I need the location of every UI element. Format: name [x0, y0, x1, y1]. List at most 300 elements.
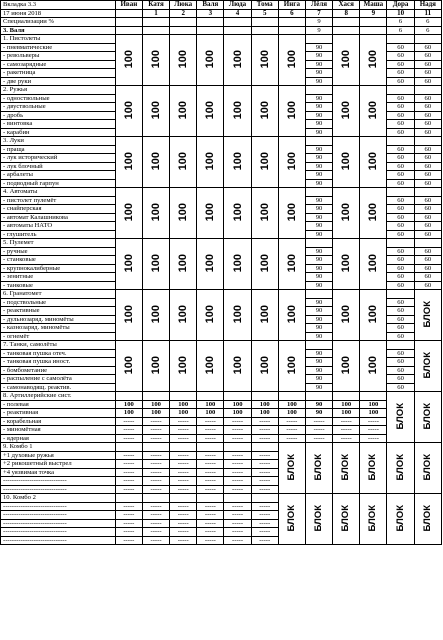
val-60: 60	[387, 111, 414, 120]
score-cell	[170, 341, 197, 392]
score-cell: 100	[142, 409, 169, 418]
val-90: 90	[305, 375, 332, 384]
val-60: 60	[414, 213, 441, 222]
score-cell	[251, 35, 278, 86]
blok-cell	[278, 443, 305, 494]
score-100-vertical: 100	[231, 355, 244, 374]
dash-cell: -----	[224, 502, 251, 511]
empty-cell	[251, 443, 278, 452]
score-cell	[142, 35, 169, 86]
val-60: 60	[387, 60, 414, 69]
val-60: 60	[387, 52, 414, 61]
score-100-vertical: 100	[231, 49, 244, 68]
val-90: 90	[305, 264, 332, 273]
dash-cell: -----	[224, 451, 251, 460]
empty-cell	[197, 392, 224, 401]
val-60: 60	[387, 171, 414, 180]
empty-cell	[387, 35, 414, 44]
score-100-vertical: 100	[204, 151, 217, 170]
score-100-vertical: 100	[367, 100, 380, 119]
score-100-vertical: 100	[177, 100, 190, 119]
section-title: 4. Автоматы	[1, 188, 116, 197]
score-cell	[115, 137, 142, 188]
val-60: 60	[414, 171, 441, 180]
item-label: - самозарядные	[1, 60, 116, 69]
score-cell	[170, 290, 197, 341]
item-label: - распыление с самолёта	[1, 375, 116, 384]
blok-label: БЛОК	[340, 504, 352, 531]
number-header: 8	[333, 9, 360, 18]
val-90: 90	[305, 383, 332, 392]
section-title: 3. Луки	[1, 137, 116, 146]
score-cell	[197, 86, 224, 137]
empty-cell	[305, 137, 332, 146]
empty-cell	[360, 26, 387, 35]
item-label: - подствольные	[1, 298, 116, 307]
val-90: 90	[305, 145, 332, 154]
empty-cell	[115, 443, 142, 452]
score-100-vertical: 100	[367, 304, 380, 323]
empty-cell	[360, 392, 387, 401]
score-cell	[224, 188, 251, 239]
blok-cell	[414, 341, 441, 392]
score-cell	[360, 86, 387, 137]
empty-cell	[333, 26, 360, 35]
score-cell	[360, 239, 387, 290]
val-90: 90	[305, 154, 332, 163]
val-60: 60	[387, 205, 414, 214]
score-cell	[197, 290, 224, 341]
val-60: 60	[414, 256, 441, 265]
val-90: 90	[305, 332, 332, 341]
empty-cell	[170, 18, 197, 27]
score-cell	[142, 188, 169, 239]
val-60: 60	[414, 52, 441, 61]
score-cell: 90	[305, 409, 332, 418]
score-cell: 100	[115, 400, 142, 409]
dash-cell: -----	[170, 451, 197, 460]
item-label: - дробь	[1, 111, 116, 120]
blok-cell	[333, 443, 360, 494]
date-label: 17 июня 2018	[1, 9, 116, 18]
spec-val: 9	[305, 26, 332, 35]
empty-cell	[197, 26, 224, 35]
dash-cell: -----	[251, 502, 278, 511]
empty-cell	[197, 443, 224, 452]
score-100-vertical: 100	[150, 202, 163, 221]
item-label: - ракетница	[1, 69, 116, 78]
dash-cell: -----	[115, 519, 142, 528]
number-header: 6	[278, 9, 305, 18]
number-header	[115, 9, 142, 18]
dash-cell: -----	[197, 468, 224, 477]
number-header: 1	[142, 9, 169, 18]
item-label: - лук исторический	[1, 154, 116, 163]
spec-val: 6	[387, 18, 414, 27]
dash-cell: -----	[251, 485, 278, 494]
dash-cell: -----	[224, 536, 251, 545]
val-60: 60	[387, 69, 414, 78]
dash-cell: -----	[115, 417, 142, 426]
dash-cell: -----	[224, 519, 251, 528]
item-label: - танковая пушка отеч.	[1, 349, 116, 358]
score-cell: 90	[305, 400, 332, 409]
table-row	[1, 137, 442, 146]
empty-cell	[115, 18, 142, 27]
item-label: - автоматы НАТО	[1, 222, 116, 231]
val-60: 60	[387, 43, 414, 52]
section-title: 8. Артиллерийские сист.	[1, 392, 116, 401]
val-60: 60	[414, 145, 441, 154]
val-90: 90	[305, 230, 332, 239]
item-label: -----------------------------	[1, 511, 116, 520]
score-cell: 100	[251, 409, 278, 418]
val-90: 90	[305, 324, 332, 333]
val-60: 60	[414, 128, 441, 137]
empty-cell	[387, 290, 414, 299]
val-60: 60	[387, 103, 414, 112]
val-90: 90	[305, 60, 332, 69]
score-cell: 100	[278, 400, 305, 409]
blok-cell	[387, 494, 414, 545]
score-100-vertical: 100	[204, 49, 217, 68]
score-cell: 100	[333, 400, 360, 409]
spec-label: Специализации %	[1, 18, 116, 27]
empty-cell	[142, 18, 169, 27]
score-100-vertical: 100	[285, 49, 298, 68]
score-cell	[224, 137, 251, 188]
score-100-vertical: 100	[285, 304, 298, 323]
score-cell	[115, 188, 142, 239]
val-60: 60	[387, 230, 414, 239]
empty-cell	[142, 443, 169, 452]
dash-cell: -----	[278, 434, 305, 443]
score-100-vertical: 100	[122, 100, 135, 119]
score-cell	[251, 341, 278, 392]
val-60: 60	[387, 247, 414, 256]
score-cell	[115, 35, 142, 86]
dash-cell: -----	[142, 417, 169, 426]
dash-cell: -----	[224, 460, 251, 469]
empty-cell	[251, 494, 278, 503]
score-cell: 100	[224, 409, 251, 418]
name-header: Иван	[115, 1, 142, 10]
blok-cell	[360, 443, 387, 494]
score-100-vertical: 100	[177, 304, 190, 323]
item-label: - станковые	[1, 256, 116, 265]
blok-cell	[414, 443, 441, 494]
item-label: - снайперская	[1, 205, 116, 214]
item-label: - дульнозаряд. миномёты	[1, 315, 116, 324]
score-cell	[170, 137, 197, 188]
score-cell: 100	[278, 409, 305, 418]
score-100-vertical: 100	[177, 253, 190, 272]
dash-cell: -----	[305, 426, 332, 435]
empty-cell	[197, 494, 224, 503]
empty-cell	[170, 443, 197, 452]
score-100-vertical: 100	[258, 253, 271, 272]
table-row	[1, 392, 442, 401]
score-100-vertical: 100	[204, 355, 217, 374]
score-100-vertical: 100	[367, 151, 380, 170]
tab-label: Вкладка 3.3	[1, 1, 116, 10]
dash-cell: -----	[197, 417, 224, 426]
score-100-vertical: 100	[258, 49, 271, 68]
item-label: - бомбометание	[1, 366, 116, 375]
val-60: 60	[414, 77, 441, 86]
score-cell	[333, 290, 360, 341]
val-60: 60	[387, 315, 414, 324]
empty-cell	[305, 290, 332, 299]
val-60: 60	[414, 111, 441, 120]
score-cell	[251, 188, 278, 239]
dash-cell: -----	[224, 426, 251, 435]
empty-cell	[142, 26, 169, 35]
name-header: Люда	[224, 1, 251, 10]
empty-cell	[414, 86, 441, 95]
score-cell: 100	[170, 400, 197, 409]
item-label: - танковая пушка иност.	[1, 358, 116, 367]
dash-cell: -----	[170, 519, 197, 528]
empty-cell	[360, 18, 387, 27]
item-label: - глушитель	[1, 230, 116, 239]
score-cell	[333, 341, 360, 392]
val-90: 90	[305, 162, 332, 171]
dash-cell: -----	[170, 434, 197, 443]
dash-cell: -----	[224, 528, 251, 537]
dash-cell: -----	[170, 502, 197, 511]
val-90: 90	[305, 315, 332, 324]
score-100-vertical: 100	[150, 355, 163, 374]
table-row	[1, 239, 442, 248]
score-cell	[360, 188, 387, 239]
number-header: 4	[224, 9, 251, 18]
score-100-vertical: 100	[285, 202, 298, 221]
dash-cell: -----	[170, 468, 197, 477]
score-100-vertical: 100	[340, 151, 353, 170]
score-cell: 100	[115, 409, 142, 418]
val-90: 90	[305, 222, 332, 231]
val-90: 90	[305, 247, 332, 256]
score-cell	[278, 290, 305, 341]
blok-label: БЛОК	[421, 351, 433, 378]
dash-cell: -----	[115, 511, 142, 520]
empty-cell	[387, 86, 414, 95]
empty-cell	[251, 26, 278, 35]
val-60: 60	[387, 128, 414, 137]
score-cell	[360, 35, 387, 86]
empty-cell	[333, 392, 360, 401]
empty-cell	[387, 341, 414, 350]
item-label: - полевая	[1, 400, 116, 409]
score-cell	[224, 290, 251, 341]
dash-cell: -----	[251, 477, 278, 486]
blok-label: БЛОК	[313, 504, 325, 531]
empty-cell	[278, 392, 305, 401]
val-90: 90	[305, 179, 332, 188]
val-60: 60	[387, 162, 414, 171]
dash-cell: -----	[251, 434, 278, 443]
score-cell	[197, 137, 224, 188]
score-100-vertical: 100	[258, 355, 271, 374]
score-cell	[333, 86, 360, 137]
table-row	[1, 290, 442, 299]
item-label: - пистолет пулемёт	[1, 196, 116, 205]
number-header: 3	[197, 9, 224, 18]
empty-cell	[333, 18, 360, 27]
dash-cell: -----	[251, 528, 278, 537]
dash-cell: -----	[224, 417, 251, 426]
blok-cell	[387, 392, 414, 443]
score-100-vertical: 100	[231, 253, 244, 272]
item-label: - огнемёт	[1, 332, 116, 341]
table-row	[1, 9, 442, 18]
score-cell	[360, 290, 387, 341]
dash-cell: -----	[142, 434, 169, 443]
score-cell	[333, 239, 360, 290]
val-90: 90	[305, 256, 332, 265]
val-60: 60	[387, 264, 414, 273]
dash-cell: -----	[224, 477, 251, 486]
empty-cell	[170, 26, 197, 35]
table-row	[1, 35, 442, 44]
empty-cell	[142, 392, 169, 401]
empty-cell	[142, 494, 169, 503]
score-100-vertical: 100	[204, 304, 217, 323]
blok-cell	[305, 494, 332, 545]
score-100-vertical: 100	[204, 253, 217, 272]
dash-cell: -----	[170, 485, 197, 494]
score-cell	[197, 239, 224, 290]
score-cell	[278, 188, 305, 239]
score-cell	[224, 35, 251, 86]
blok-cell	[360, 494, 387, 545]
score-cell: 100	[142, 400, 169, 409]
dash-cell: -----	[360, 426, 387, 435]
score-cell	[360, 341, 387, 392]
dash-cell: -----	[224, 434, 251, 443]
score-100-vertical: 100	[340, 253, 353, 272]
table-row	[1, 18, 442, 27]
dash-cell: -----	[224, 511, 251, 520]
dash-cell: -----	[251, 451, 278, 460]
dash-cell: -----	[142, 451, 169, 460]
blok-label: БЛОК	[421, 300, 433, 327]
val-60: 60	[414, 247, 441, 256]
empty-cell	[387, 137, 414, 146]
score-cell	[170, 188, 197, 239]
name-header: Дора	[387, 1, 414, 10]
spec-val: 9	[305, 18, 332, 27]
spec-val: 6	[414, 18, 441, 27]
val-60: 60	[414, 162, 441, 171]
person-label: 3. Валя	[1, 26, 116, 35]
val-60: 60	[414, 154, 441, 163]
empty-cell	[387, 239, 414, 248]
dash-cell: -----	[197, 460, 224, 469]
score-cell	[142, 341, 169, 392]
table-row	[1, 188, 442, 197]
score-100-vertical: 100	[204, 202, 217, 221]
name-header: Валя	[197, 1, 224, 10]
score-100-vertical: 100	[258, 100, 271, 119]
score-cell	[224, 239, 251, 290]
item-label: - казнозаряд. миномёты	[1, 324, 116, 333]
val-90: 90	[305, 213, 332, 222]
blok-label: БЛОК	[394, 504, 406, 531]
blok-cell	[414, 392, 441, 443]
score-100-vertical: 100	[340, 100, 353, 119]
dash-cell: -----	[333, 426, 360, 435]
empty-cell	[305, 341, 332, 350]
empty-cell	[170, 494, 197, 503]
score-cell: 100	[333, 409, 360, 418]
dash-cell: -----	[251, 511, 278, 520]
item-label: - миномётная	[1, 426, 116, 435]
score-cell	[278, 341, 305, 392]
val-60: 60	[387, 332, 414, 341]
score-cell	[251, 239, 278, 290]
score-cell	[170, 86, 197, 137]
score-cell	[142, 290, 169, 341]
name-header: Тома	[251, 1, 278, 10]
number-header: 2	[170, 9, 197, 18]
score-100-vertical: 100	[367, 355, 380, 374]
dash-cell: -----	[305, 434, 332, 443]
score-cell	[278, 239, 305, 290]
score-cell	[360, 137, 387, 188]
val-60: 60	[387, 213, 414, 222]
spec-val: 6	[414, 26, 441, 35]
val-60: 60	[414, 120, 441, 129]
empty-cell	[278, 18, 305, 27]
name-header: Надя	[414, 1, 441, 10]
empty-cell	[414, 35, 441, 44]
item-label: - самонаводящ. реактив.	[1, 383, 116, 392]
score-cell	[278, 86, 305, 137]
score-100-vertical: 100	[340, 49, 353, 68]
val-60: 60	[387, 324, 414, 333]
dash-cell: -----	[142, 426, 169, 435]
dash-cell: -----	[115, 536, 142, 545]
score-100-vertical: 100	[258, 151, 271, 170]
score-cell	[251, 290, 278, 341]
blok-label: БЛОК	[367, 453, 379, 480]
score-cell: 100	[170, 409, 197, 418]
dash-cell: -----	[170, 511, 197, 520]
dash-cell: -----	[224, 468, 251, 477]
score-cell: 100	[224, 400, 251, 409]
dash-cell: -----	[197, 511, 224, 520]
item-label: - две руки	[1, 77, 116, 86]
dash-cell: -----	[197, 434, 224, 443]
val-90: 90	[305, 307, 332, 316]
score-100-vertical: 100	[122, 151, 135, 170]
item-label: - корабельная	[1, 417, 116, 426]
score-100-vertical: 100	[122, 355, 135, 374]
table-row	[1, 341, 442, 350]
val-60: 60	[414, 273, 441, 282]
score-cell	[115, 341, 142, 392]
number-header: 7	[305, 9, 332, 18]
empty-cell	[224, 26, 251, 35]
score-cell	[142, 239, 169, 290]
score-cell	[278, 35, 305, 86]
val-60: 60	[414, 94, 441, 103]
val-60: 60	[414, 281, 441, 290]
val-60: 60	[414, 264, 441, 273]
dash-cell: -----	[333, 417, 360, 426]
